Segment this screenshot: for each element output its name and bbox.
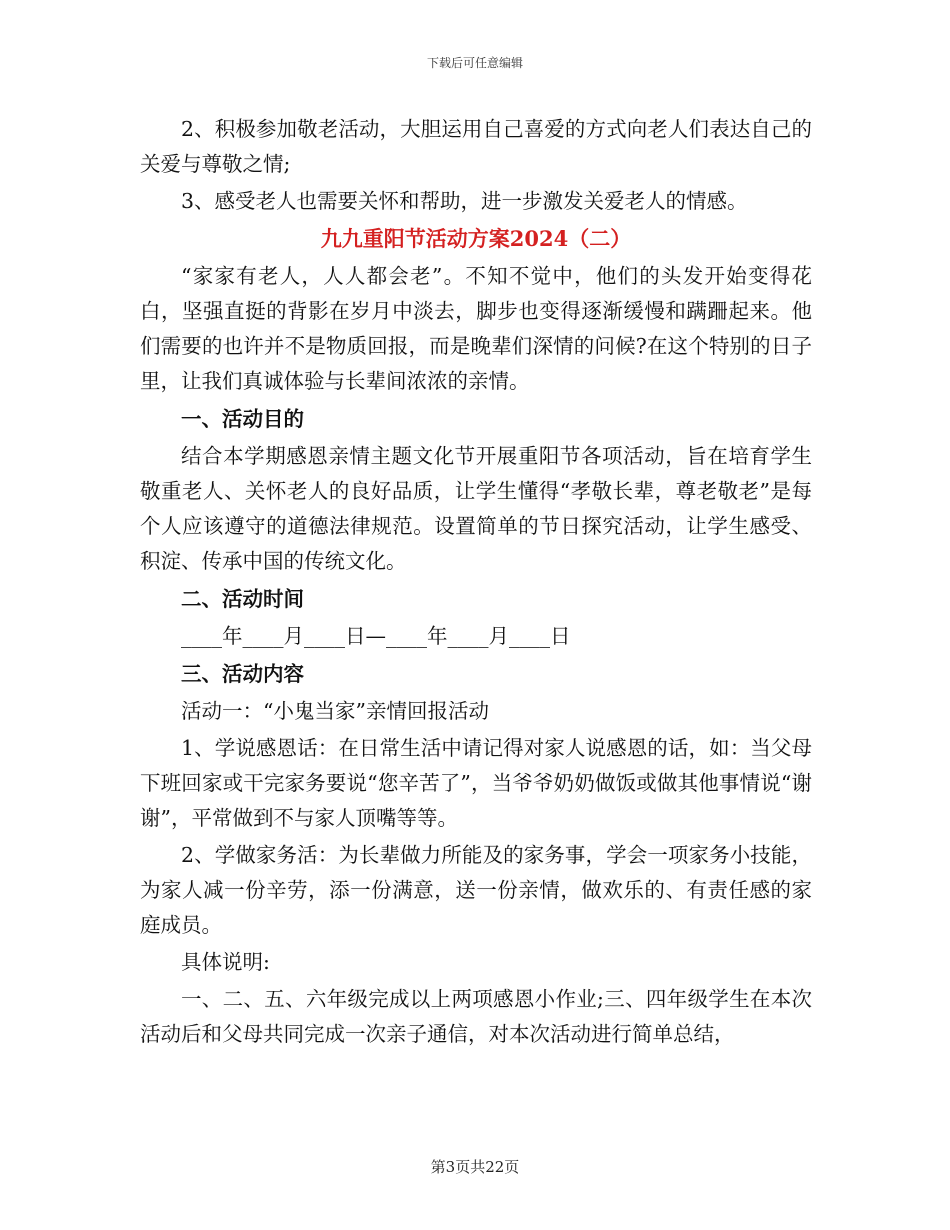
activity-item-2: 2、学做家务活：为长辈做力所能及的家务事，学会一项家务小技能，为家人减一份辛劳，添一份满意，送一份亲情，做欢乐的、有责任感的家庭成员。: [140, 843, 812, 937]
document-body: [140, 112, 812, 1052]
goal-item-3: 3、感受老人也需要关怀和帮助，进一步激发关爱老人的情感。: [181, 189, 748, 213]
activity-one-title: 活动一：“小鬼当家”亲情回报活动: [181, 699, 489, 723]
header-note: 下载后可任意编辑: [426, 56, 523, 70]
heading-time: 二、活动时间: [181, 587, 304, 611]
purpose-paragraph: 结合本学期感恩亲情主题文化节开展重阳节各项活动，旨在培育学生敬重老人、关怀老人的良好品质，让学生懂得“孝敬长辈，尊老敬老”是每个人应该遵守的道德法律规范。设置简单的节日探究活动，让学生感受、积淀、传承中国的传统文化。: [140, 444, 812, 573]
time-blank-line: ____年____月____日—____年____月____日: [181, 624, 571, 648]
intro-paragraph: “家家有老人，人人都会老”。不知不觉中，他们的头发开始变得花白，坚强直挺的背影在岁月中淡去，脚步也变得逐渐缓慢和蹒跚起来。他们需要的也许并不是物质回报，而是晚辈们深情的问候?在这个特别的日子里，让我们真诚体验与长辈间浓浓的亲情。: [140, 264, 812, 393]
heading-content: 三、活动内容: [181, 662, 304, 686]
details-paragraph: 一、二、五、六年级完成以上两项感恩小作业;三、四年级学生在本次活动后和父母共同完成一次亲子通信，对本次活动进行简单总结，: [140, 987, 812, 1046]
goal-item-2: 2、积极参加敬老活动，大胆运用自己喜爱的方式向老人们表达自己的关爱与尊敬之情;: [140, 117, 812, 176]
page-number: 第3页共22页: [430, 1158, 520, 1176]
heading-purpose: 一、活动目的: [181, 407, 304, 431]
section-title: 九九重阳节活动方案2024（二）: [320, 226, 632, 251]
details-label: 具体说明:: [181, 950, 270, 974]
activity-item-1: 1、学说感恩话：在日常生活中请记得对家人说感恩的话，如：当父母下班回家或干完家务要说“您辛苦了”，当爷爷奶奶做饭或做其他事情说“谢谢”，平常做到不与家人顶嘴等等。: [140, 736, 812, 830]
